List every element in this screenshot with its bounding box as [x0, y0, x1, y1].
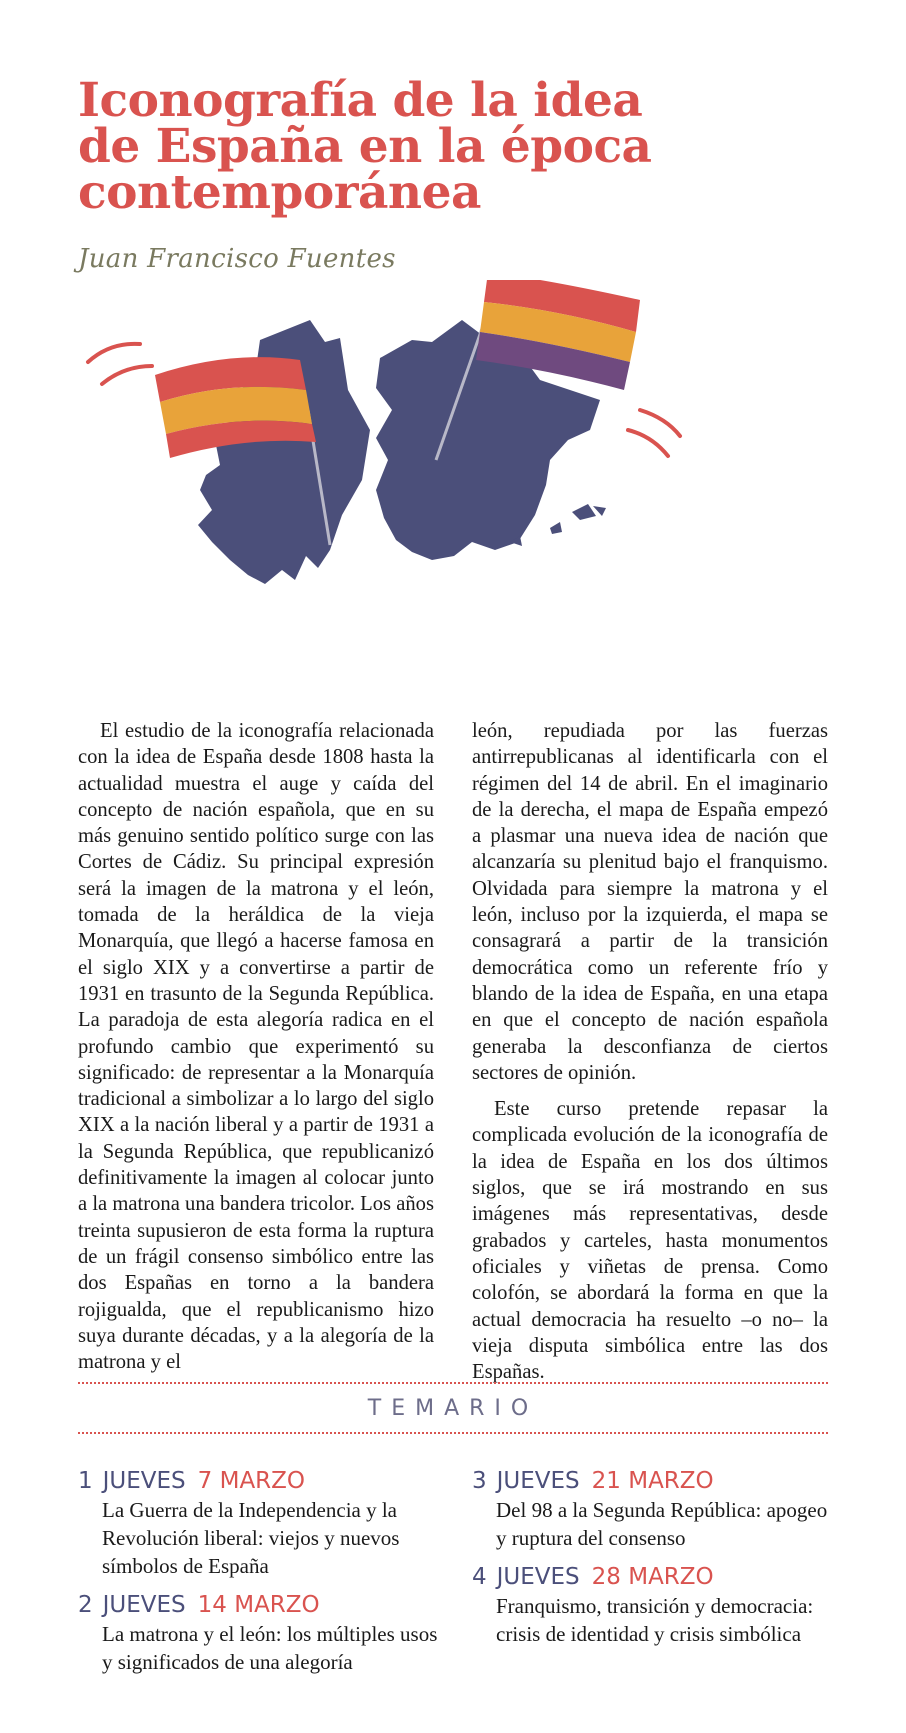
title-line: de España en la época: [78, 119, 652, 174]
session-number: 3: [472, 1468, 487, 1494]
session-item: [78, 1590, 438, 1676]
session-day: JUEVES: [102, 1592, 186, 1618]
session-date: 21 MARZO: [591, 1468, 714, 1494]
session-number: 1: [78, 1468, 93, 1494]
motion-arc: [628, 430, 668, 456]
session-title: Franquismo, transición y democracia: crisis de identidad y crisis simbólica: [496, 1594, 814, 1646]
session-number: 4: [472, 1564, 487, 1590]
body-paragraph: león, repudiada por las fuerzas antirrepublicanas al identificarla con el régimen del 14 de abril. En el imaginario de la derecha, el mapa de España empezó a plasmar una nueva idea de nación que alcanzaría su plenitud bajo el franquismo. Olvidada para siempre la matrona y el león, incluso por la izquierda, el mapa se consagrará a partir de la transición democrática como un referente frío y blando de la idea de España, en una etapa en que el concepto de nación española generaba la desconfianza de ciertos sectores de opinión.: [472, 720, 828, 1084]
session-day: JUEVES: [102, 1468, 186, 1494]
session-item: [472, 1562, 832, 1648]
dotted-divider: [78, 1382, 828, 1384]
session-day: JUEVES: [496, 1468, 580, 1494]
body-paragraph: Este curso pretende repasar la complicada evolución de la iconografía de la idea de España en los dos últimos siglos, que se irá mostrando en sus imágenes más representativas, desde grabados y carteles, hasta monumentos oficiales y viñetas de prensa. Como colofón, se abordará la forma en que la actual democracia ha resuelto –o no– la vieja disputa simbólica entre las dos Españas.: [472, 1098, 828, 1384]
motion-arc: [640, 410, 680, 436]
motion-arc: [88, 344, 140, 362]
page-title: [78, 73, 838, 220]
session-item: [78, 1466, 438, 1580]
session-date: 14 MARZO: [197, 1592, 320, 1618]
title-line: Iconografía de la idea: [78, 73, 643, 128]
session-title: La matrona y el león: los múltiples usos y significados de una alegoría: [102, 1622, 438, 1674]
author-name: Juan Francisco Fuentes: [78, 244, 396, 274]
session-title: La Guerra de la Independencia y la Revolución liberal: viejos y nuevos símbolos de España: [102, 1498, 400, 1578]
body-paragraph: El estudio de la iconografía relacionada con la idea de España desde 1808 hasta la actualidad muestra el auge y caída del concepto de nación española, que en su más genuino sentido político surge con las Cortes de Cádiz. Su principal expresión será la imagen de la matrona y el león, tomada de la heráldica de la vieja Monarquía, que llegó a hacerse famosa en el siglo XIX y a convertirse a partir de 1931 en trasunto de la Segunda República. La paradoja de esta alegoría radica en el profundo cambio que experimentó su significado: de representar a la Monarquía tradicional a simbolizar a lo largo del siglo XIX a la nación liberal y a partir de 1931 a la Segunda República, que republicanizó definitivamente la imagen al colocar junto a la matrona una bandera tricolor. Los años treinta supusieron de esta forma la ruptura de un frágil consenso simbólico entre las dos Españas en torno a la bandera rojigualda, que el republicanismo hizo suya durante décadas, y a la alegoría de la matrona y el: [78, 720, 434, 1374]
session-date: 28 MARZO: [591, 1564, 714, 1590]
session-title: Del 98 a la Segunda República: apogeo y ruptura del consenso: [496, 1498, 828, 1550]
temario-heading: TEMARIO: [367, 1396, 539, 1421]
body-column-right: [472, 718, 828, 1395]
island: [572, 504, 596, 520]
session-day: JUEVES: [496, 1564, 580, 1590]
body-column-left: [78, 718, 434, 1385]
motion-arc: [102, 366, 152, 384]
session-item: [472, 1466, 832, 1552]
session-number: 2: [78, 1592, 93, 1618]
dotted-divider: [78, 1432, 828, 1434]
spain-map-with-flags-icon: [80, 280, 760, 680]
session-date: 7 MARZO: [197, 1468, 306, 1494]
title-line: contemporánea: [78, 165, 481, 220]
island: [550, 522, 562, 534]
